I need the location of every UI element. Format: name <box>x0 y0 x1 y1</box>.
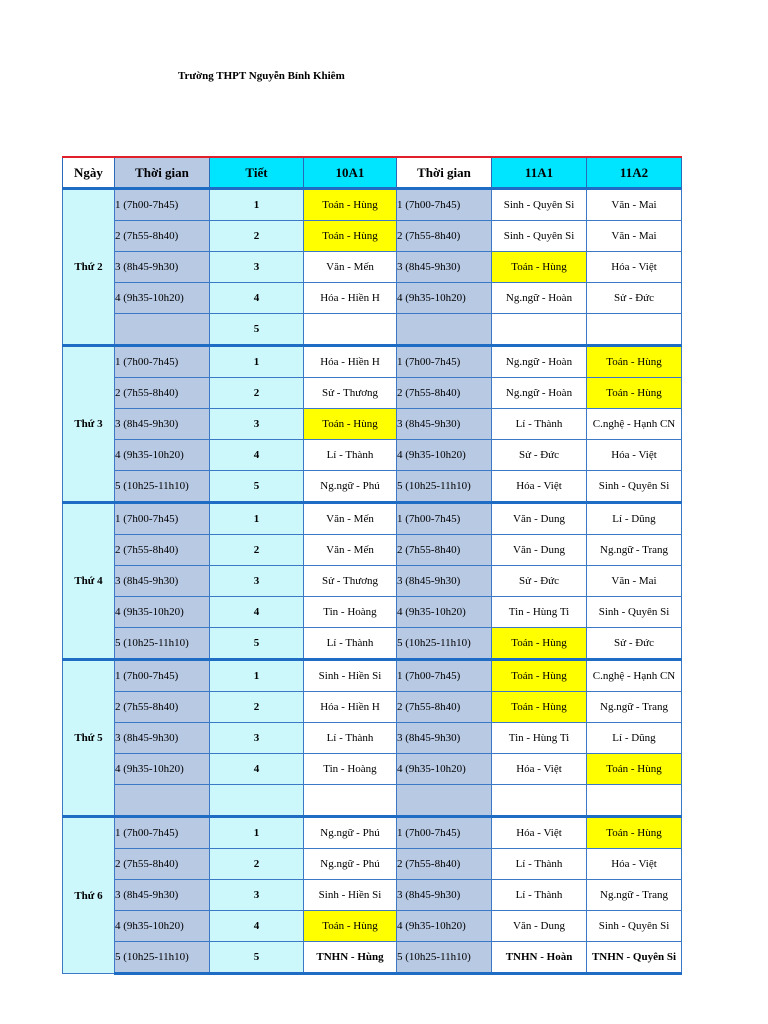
subject-cell-11a2: Toán - Hùng <box>587 817 682 849</box>
subject-cell-11a2: Văn - Mai <box>587 221 682 252</box>
table-row <box>63 346 682 378</box>
period-cell: 3 <box>210 723 304 754</box>
table-row <box>63 628 682 660</box>
subject-cell-11a2 <box>587 785 682 817</box>
time-cell: 5 (10h25-11h10) <box>397 471 492 503</box>
subject-cell-11a2: Toán - Hùng <box>587 346 682 378</box>
table-row <box>63 723 682 754</box>
header-class-11a1: 11A1 <box>492 157 587 189</box>
table-row <box>63 221 682 252</box>
period-cell: 1 <box>210 189 304 221</box>
subject-cell-11a1: Toán - Hùng <box>492 660 587 692</box>
table-row <box>63 314 682 346</box>
period-cell: 1 <box>210 817 304 849</box>
time-cell: 2 (7h55-8h40) <box>115 849 210 880</box>
subject-cell-10a1: Hóa - Hiền H <box>304 346 397 378</box>
time-cell <box>115 314 210 346</box>
subject-cell-11a1 <box>492 314 587 346</box>
table-row <box>63 535 682 566</box>
subject-cell-11a1: Lí - Thành <box>492 849 587 880</box>
subject-cell-10a1 <box>304 314 397 346</box>
time-cell: 1 (7h00-7h45) <box>115 503 210 535</box>
subject-cell-11a2: Sinh - Quyên Si <box>587 911 682 942</box>
subject-cell-11a2: Sử - Đức <box>587 628 682 660</box>
period-cell: 3 <box>210 566 304 597</box>
subject-cell-11a2: C.nghệ - Hạnh CN <box>587 409 682 440</box>
subject-cell-10a1: Hóa - Hiền H <box>304 692 397 723</box>
subject-cell-11a2: Hóa - Việt <box>587 849 682 880</box>
subject-cell-11a1: Sử - Đức <box>492 566 587 597</box>
subject-cell-11a1: Toán - Hùng <box>492 628 587 660</box>
table-row <box>63 283 682 314</box>
header-class-11a2: 11A2 <box>587 157 682 189</box>
subject-cell-11a1: Hóa - Việt <box>492 471 587 503</box>
time-cell: 1 (7h00-7h45) <box>397 817 492 849</box>
subject-cell-11a1: Ng.ngữ - Hoàn <box>492 346 587 378</box>
period-cell: 3 <box>210 409 304 440</box>
period-cell: 1 <box>210 503 304 535</box>
subject-cell-10a1 <box>304 785 397 817</box>
subject-cell-10a1: Lí - Thành <box>304 723 397 754</box>
table-row <box>63 911 682 942</box>
time-cell: 3 (8h45-9h30) <box>115 252 210 283</box>
table-row <box>63 754 682 785</box>
time-cell: 4 (9h35-10h20) <box>397 283 492 314</box>
period-cell: 2 <box>210 378 304 409</box>
subject-cell-11a1: Sinh - Quyên Si <box>492 221 587 252</box>
time-cell: 2 (7h55-8h40) <box>115 535 210 566</box>
table-row <box>63 942 682 974</box>
time-cell: 3 (8h45-9h30) <box>115 566 210 597</box>
subject-cell-11a1: Văn - Dung <box>492 911 587 942</box>
time-cell <box>115 785 210 817</box>
day-cell: Thứ 6 <box>63 817 115 974</box>
day-cell: Thứ 4 <box>63 503 115 660</box>
period-cell: 2 <box>210 849 304 880</box>
time-cell: 4 (9h35-10h20) <box>397 754 492 785</box>
subject-cell-11a1: Tin - Hùng Ti <box>492 723 587 754</box>
subject-cell-11a2: Hóa - Việt <box>587 440 682 471</box>
time-cell <box>397 785 492 817</box>
school-name: Trường THPT Nguyễn Bỉnh Khiêm <box>178 70 345 82</box>
subject-cell-11a1: Sinh - Quyên Si <box>492 189 587 221</box>
time-cell: 2 (7h55-8h40) <box>397 378 492 409</box>
time-cell: 2 (7h55-8h40) <box>397 849 492 880</box>
subject-cell-10a1: Sử - Thương <box>304 378 397 409</box>
header-period: Tiết <box>210 157 304 189</box>
time-cell: 3 (8h45-9h30) <box>397 252 492 283</box>
table-row <box>63 597 682 628</box>
subject-cell-11a2: Văn - Mai <box>587 566 682 597</box>
time-cell: 1 (7h00-7h45) <box>397 189 492 221</box>
time-cell: 3 (8h45-9h30) <box>115 880 210 911</box>
subject-cell-11a1: Sử - Đức <box>492 440 587 471</box>
table-row <box>63 189 682 221</box>
time-cell: 3 (8h45-9h30) <box>115 723 210 754</box>
subject-cell-10a1: Ng.ngữ - Phú <box>304 817 397 849</box>
subject-cell-11a2: Lí - Dũng <box>587 723 682 754</box>
subject-cell-11a1: Toán - Hùng <box>492 692 587 723</box>
subject-cell-11a1: Ng.ngữ - Hoàn <box>492 378 587 409</box>
header-time-2: Thời gian <box>397 157 492 189</box>
time-cell: 5 (10h25-11h10) <box>115 942 210 974</box>
subject-cell-11a1: Lí - Thành <box>492 409 587 440</box>
header-row <box>63 157 682 189</box>
subject-cell-11a2: Lí - Dũng <box>587 503 682 535</box>
subject-cell-11a1: Tin - Hùng Ti <box>492 597 587 628</box>
time-cell: 5 (10h25-11h10) <box>397 628 492 660</box>
time-cell: 4 (9h35-10h20) <box>115 597 210 628</box>
time-cell: 1 (7h00-7h45) <box>115 817 210 849</box>
header-time-1: Thời gian <box>115 157 210 189</box>
period-cell: 5 <box>210 942 304 974</box>
table-row <box>63 440 682 471</box>
time-cell: 2 (7h55-8h40) <box>397 221 492 252</box>
time-cell: 2 (7h55-8h40) <box>115 692 210 723</box>
period-cell: 2 <box>210 692 304 723</box>
subject-cell-10a1: Văn - Mến <box>304 535 397 566</box>
subject-cell-11a1: Văn - Dung <box>492 503 587 535</box>
subject-cell-11a2: Toán - Hùng <box>587 378 682 409</box>
table-row <box>63 849 682 880</box>
subject-cell-10a1: Văn - Mến <box>304 503 397 535</box>
day-cell: Thứ 2 <box>63 189 115 346</box>
time-cell: 3 (8h45-9h30) <box>397 409 492 440</box>
subject-cell-10a1: Hóa - Hiền H <box>304 283 397 314</box>
time-cell: 5 (10h25-11h10) <box>397 942 492 974</box>
table-row <box>63 566 682 597</box>
subject-cell-11a2: Văn - Mai <box>587 189 682 221</box>
time-cell: 4 (9h35-10h20) <box>397 597 492 628</box>
table-row <box>63 252 682 283</box>
header-class-10a1: 10A1 <box>304 157 397 189</box>
day-cell: Thứ 3 <box>63 346 115 503</box>
time-cell: 4 (9h35-10h20) <box>115 440 210 471</box>
subject-cell-10a1: Ng.ngữ - Phú <box>304 471 397 503</box>
time-cell: 1 (7h00-7h45) <box>115 189 210 221</box>
subject-cell-11a2: Sinh - Quyên Si <box>587 471 682 503</box>
time-cell: 3 (8h45-9h30) <box>397 880 492 911</box>
subject-cell-11a2: Sử - Đức <box>587 283 682 314</box>
time-cell: 2 (7h55-8h40) <box>115 221 210 252</box>
period-cell: 2 <box>210 535 304 566</box>
table-row <box>63 503 682 535</box>
time-cell: 3 (8h45-9h30) <box>397 566 492 597</box>
subject-cell-11a1: Toán - Hùng <box>492 252 587 283</box>
table-row <box>63 692 682 723</box>
period-cell: 5 <box>210 314 304 346</box>
subject-cell-10a1: TNHN - Hùng <box>304 942 397 974</box>
time-cell: 4 (9h35-10h20) <box>115 283 210 314</box>
time-cell: 1 (7h00-7h45) <box>115 660 210 692</box>
timetable <box>62 156 682 975</box>
table-row <box>63 660 682 692</box>
table-row <box>63 880 682 911</box>
subject-cell-10a1: Sinh - Hiền Si <box>304 660 397 692</box>
period-cell: 2 <box>210 221 304 252</box>
time-cell: 2 (7h55-8h40) <box>115 378 210 409</box>
subject-cell-10a1: Toán - Hùng <box>304 221 397 252</box>
period-cell: 4 <box>210 440 304 471</box>
time-cell: 2 (7h55-8h40) <box>397 535 492 566</box>
subject-cell-11a1: Hóa - Việt <box>492 817 587 849</box>
period-cell: 3 <box>210 880 304 911</box>
table-row <box>63 817 682 849</box>
table-row <box>63 785 682 817</box>
period-cell: 4 <box>210 754 304 785</box>
subject-cell-11a2: TNHN - Quyên Si <box>587 942 682 974</box>
table-row <box>63 471 682 503</box>
time-cell: 4 (9h35-10h20) <box>115 911 210 942</box>
subject-cell-11a2: Ng.ngữ - Trang <box>587 692 682 723</box>
subject-cell-11a2 <box>587 314 682 346</box>
subject-cell-11a2: C.nghệ - Hạnh CN <box>587 660 682 692</box>
time-cell <box>397 314 492 346</box>
time-cell: 3 (8h45-9h30) <box>397 723 492 754</box>
time-cell: 4 (9h35-10h20) <box>397 911 492 942</box>
subject-cell-10a1: Lí - Thành <box>304 440 397 471</box>
subject-cell-10a1: Văn - Mến <box>304 252 397 283</box>
period-cell: 5 <box>210 628 304 660</box>
subject-cell-10a1: Toán - Hùng <box>304 189 397 221</box>
header-day: Ngày <box>63 157 115 189</box>
subject-cell-10a1: Tin - Hoàng <box>304 754 397 785</box>
subject-cell-10a1: Lí - Thành <box>304 628 397 660</box>
time-cell: 4 (9h35-10h20) <box>115 754 210 785</box>
day-cell: Thứ 5 <box>63 660 115 817</box>
time-cell: 5 (10h25-11h10) <box>115 471 210 503</box>
subject-cell-10a1: Toán - Hùng <box>304 911 397 942</box>
time-cell: 1 (7h00-7h45) <box>397 660 492 692</box>
subject-cell-11a1: Văn - Dung <box>492 535 587 566</box>
period-cell <box>210 785 304 817</box>
table-row <box>63 378 682 409</box>
subject-cell-11a1: Hóa - Việt <box>492 754 587 785</box>
subject-cell-11a2: Ng.ngữ - Trang <box>587 535 682 566</box>
subject-cell-11a1: TNHN - Hoàn <box>492 942 587 974</box>
period-cell: 4 <box>210 911 304 942</box>
subject-cell-10a1: Toán - Hùng <box>304 409 397 440</box>
period-cell: 1 <box>210 660 304 692</box>
subject-cell-11a1: Lí - Thành <box>492 880 587 911</box>
subject-cell-11a2: Hóa - Việt <box>587 252 682 283</box>
period-cell: 4 <box>210 283 304 314</box>
subject-cell-10a1: Ng.ngữ - Phú <box>304 849 397 880</box>
subject-cell-10a1: Tin - Hoàng <box>304 597 397 628</box>
period-cell: 3 <box>210 252 304 283</box>
time-cell: 1 (7h00-7h45) <box>115 346 210 378</box>
subject-cell-11a2: Sinh - Quyên Si <box>587 597 682 628</box>
subject-cell-10a1: Sử - Thương <box>304 566 397 597</box>
subject-cell-11a1 <box>492 785 587 817</box>
time-cell: 2 (7h55-8h40) <box>397 692 492 723</box>
time-cell: 4 (9h35-10h20) <box>397 440 492 471</box>
subject-cell-11a2: Toán - Hùng <box>587 754 682 785</box>
subject-cell-11a2: Ng.ngữ - Trang <box>587 880 682 911</box>
period-cell: 1 <box>210 346 304 378</box>
time-cell: 1 (7h00-7h45) <box>397 346 492 378</box>
time-cell: 5 (10h25-11h10) <box>115 628 210 660</box>
subject-cell-11a1: Ng.ngữ - Hoàn <box>492 283 587 314</box>
time-cell: 1 (7h00-7h45) <box>397 503 492 535</box>
time-cell: 3 (8h45-9h30) <box>115 409 210 440</box>
period-cell: 4 <box>210 597 304 628</box>
period-cell: 5 <box>210 471 304 503</box>
subject-cell-10a1: Sinh - Hiền Si <box>304 880 397 911</box>
table-row <box>63 409 682 440</box>
